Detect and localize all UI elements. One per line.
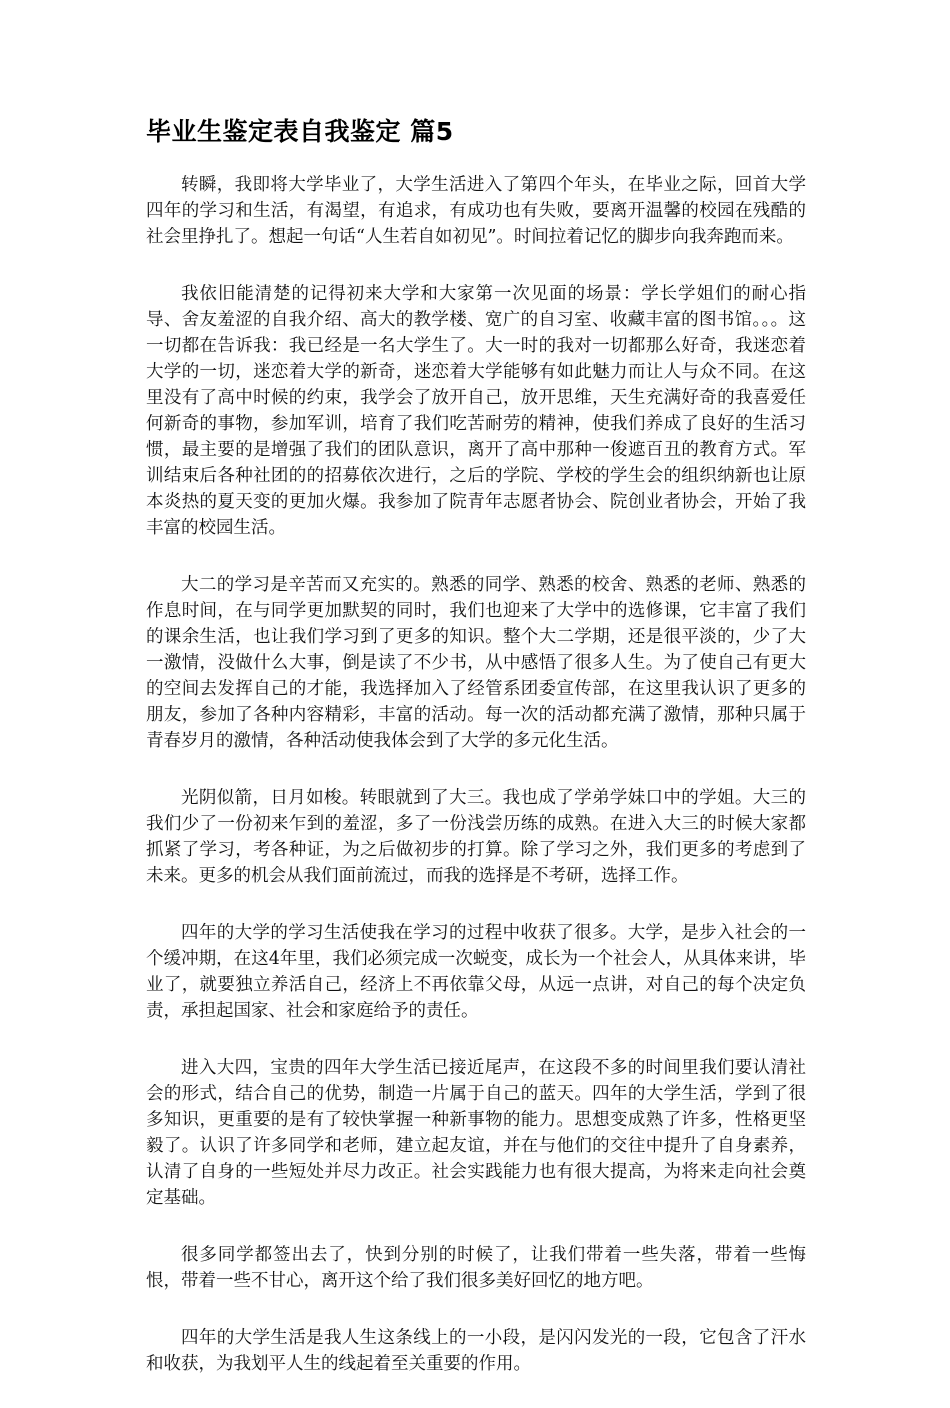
document-body xyxy=(146,172,806,1408)
paragraph-farewell: 很多同学都签出去了，快到分别的时候了，让我们带着一些失落，带着一些悔恨，带着一些不甘心，离开这个给了我们很多美好回忆的地方吧。 xyxy=(146,1245,806,1291)
document-title: 毕业生鉴定表自我鉴定 篇5 xyxy=(146,117,454,146)
paragraph-intro: 转瞬，我即将大学毕业了，大学生活进入了第四个年头，在毕业之际，回首大学四年的学习和生活，有渴望，有追求，有成功也有失败，要离开温馨的校园在残酷的社会里挣扎了。想起一句话“人生若自如初见”。时间拉着记忆的脚步向我奔跑而来。 xyxy=(146,175,806,247)
paragraph-freshman-year: 我依旧能清楚的记得初来大学和大家第一次见面的场景：学长学姐们的耐心指导、舍友羞涩的自我介绍、高大的教学楼、宽广的自习室、收藏丰富的图书馆。。。这一切都在告诉我：我已经是一名大学生了。大一时的我对一切都那么好奇，我迷恋着大学的一切，迷恋着大学的新奇，迷恋着大学能够有如此魅力而让人与众不同。在这里没有了高中时候的约束，我学会了放开自己，放开思维，天生充满好奇的我喜爱任何新奇的事物，参加军训，培育了我们吃苦耐劳的精神，使我们养成了良好的生活习惯，最主要的是增强了我们的团队意识，离开了高中那种一俊遮百丑的教育方式。军训结束后各种社团的的招募依次进行，之后的学院、学校的学生会的组织纳新也让原本炎热的夏天变的更加火爆。我参加了院青年志愿者协会、院创业者协会，开始了我丰富的校园生活。 xyxy=(146,284,806,538)
paragraph-sophomore-year: 大二的学习是辛苦而又充实的。熟悉的同学、熟悉的校舍、熟悉的老师、熟悉的作息时间，在与同学更加默契的同时，我们也迎来了大学中的选修课，它丰富了我们的课余生活，也让我们学习到了更多的知识。整个大二学期，还是很平淡的，少了大一激情，没做什么大事，倒是读了不少书，从中感悟了很多人生。为了使自己有更大的空间去发挥自己的才能，我选择加入了经管系团委宣传部，在这里我认识了更多的朋友，参加了各种内容精彩，丰富的活动。每一次的活动都充满了激情，那种只属于青春岁月的激情，各种活动使我体会到了大学的多元化生活。 xyxy=(146,575,806,751)
paragraph-senior-year: 进入大四，宝贵的四年大学生活已接近尾声，在这段不多的时间里我们要认清社会的形式，结合自己的优势，制造一片属于自己的蓝天。四年的大学生活，学到了很多知识，更重要的是有了较快掌握一种新事物的能力。思想变成熟了许多，性格更坚毅了。认识了许多同学和老师，建立起友谊，并在与他们的交往中提升了自身素养，认清了自身的一些短处并尽力改正。社会实践能力也有很大提高，为将来走向社会奠定基础。 xyxy=(146,1058,806,1208)
paragraph-conclusion: 四年的大学生活是我人生这条线上的一小段，是闪闪发光的一段，它包含了汗水和收获，为我划平人生的线起着至关重要的作用。 xyxy=(146,1328,806,1374)
paragraph-junior-year: 光阴似箭，日月如梭。转眼就到了大三。我也成了学弟学妹口中的学姐。大三的我们少了一份初来乍到的羞涩，多了一份浅尝历练的成熟。在进入大三的时候大家都抓紧了学习，考各种证，为之后做初步的打算。除了学习之外，我们更多的考虑到了未来。更多的机会从我们面前流过，而我的选择是不考研，选择工作。 xyxy=(146,788,806,886)
paragraph-four-years-gains: 四年的大学的学习生活使我在学习的过程中收获了很多。大学，是步入社会的一个缓冲期，在这4年里，我们必须完成一次蜕变，成长为一个社会人，从具体来讲，毕业了，就要独立养活自己，经济上不再依靠父母，从远一点讲，对自己的每个决定负责，承担起国家、社会和家庭给予的责任。 xyxy=(146,923,806,1021)
